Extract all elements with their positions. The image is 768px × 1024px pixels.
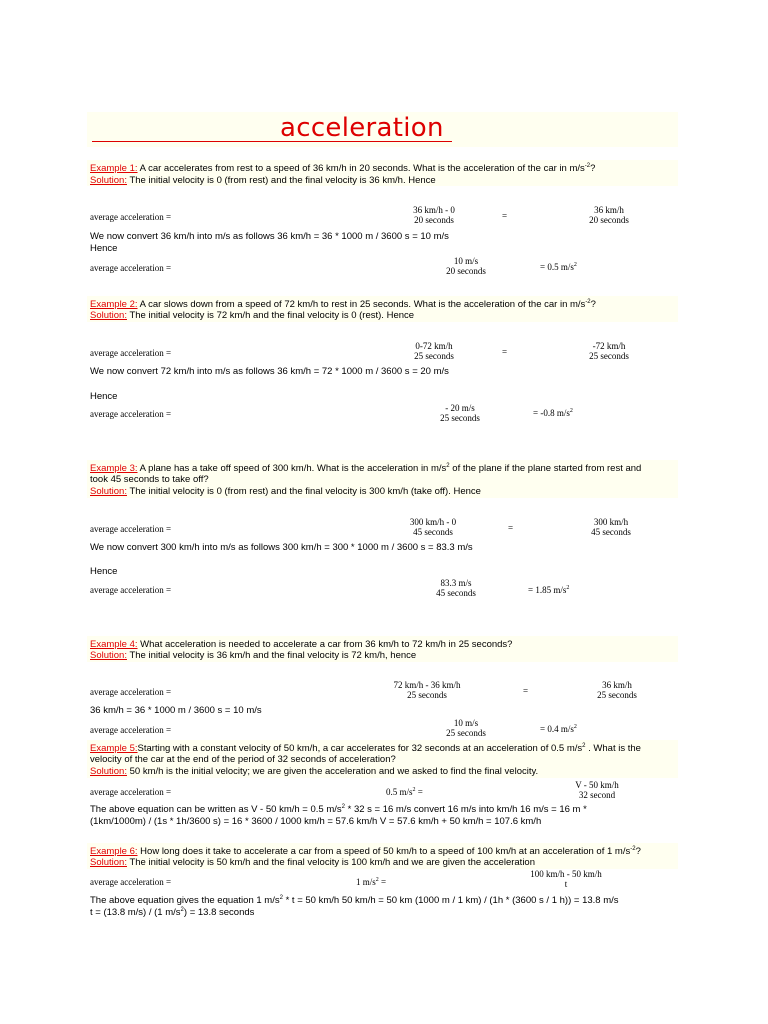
example-3-question: Example 3: A plane has a take off speed of 300 km/h. What is the acceleration in $m/s^2$ of the plane if the plane started from rest and [90,463,642,474]
conversion-text: We now convert 72 km/h into m/s as follows 36 km/h = 72 * 1000 m / 3600 s = 20 m/s [90,366,449,377]
hence-text: Hence [90,243,118,254]
example-5-question-line2: velocity of the car at the end of the period of 32 seconds of acceleration? [90,754,396,765]
fraction-3: 10 m/s 25 seconds [446,718,486,738]
equation-line-2: (1km/1000m) / (1s * 1h/3600 s) = 16 * 3600 / 1000 km/h = 57.6 km/h V = 57.6 km/h + 50 km/h = 107.6 km/h [90,816,542,827]
fraction-velocity: V - 50 km/h 32 second [575,780,619,800]
example-label: Example 6: [90,846,138,857]
solution-label: Solution: [90,486,127,497]
solution-label: Solution: [90,857,127,868]
avg-accel-label: average acceleration = [90,725,172,735]
result-value: = 1.85 $m/s^2$ [528,585,570,595]
example-label: Example 3: [90,463,138,474]
fraction-3: - 20 m/s 25 seconds [440,403,480,423]
example-label: Example 4: [90,639,138,650]
fraction-3: 83.3 m/s 45 seconds [436,578,476,598]
avg-accel-label: average acceleration = [90,409,172,419]
conversion-text: We now convert 36 km/h into m/s as follows 36 km/h = 36 * 1000 m / 3600 s = 10 m/s [90,231,449,242]
avg-accel-label: average acceleration = [90,348,172,358]
solution-label: Solution: [90,310,127,321]
avg-accel-label: average acceleration = [90,212,172,222]
conversion-text: We now convert 300 km/h into m/s as follows 300 km/h = 300 * 1000 m / 3600 s = 83.3 m/s [90,542,473,553]
example-1-solution: Solution: The initial velocity is 0 (from rest) and the final velocity is 36 km/h. Hence [90,175,436,186]
example-2-solution: Solution: The initial velocity is 72 km/h and the final velocity is 0 (rest). Hence [90,310,415,321]
equals-sign: = [523,686,529,696]
result-value: = -0.8 $m/s^2$ [533,408,573,418]
example-label: Example 1: [90,163,138,174]
avg-accel-label: average acceleration = [90,877,172,887]
example-6-question: Example 6: How long does it take to accelerate a car from a speed of 50 km/h to a speed of 100 km/h at an acceleration of 1 $m/s^{-2}$? [90,846,641,857]
fraction-1: 72 km/h - 36 km/h 25 seconds [393,680,461,700]
conversion-text: 36 km/h = 36 * 1000 m / 3600 s = 10 m/s [90,705,262,716]
example-label: Example 5: [90,743,138,754]
example-2-question: Example 2: A car slows down from a speed of 72 km/h to rest in 25 seconds. What is the acceleration of the car in $m/s^{-2}$? [90,299,596,310]
equals-sign: = [502,211,508,221]
example-6-solution: Solution: The initial velocity is 50 km/h and the final velocity is 100 km/h and we are given the acceleration [90,857,535,868]
fraction-time: 100 km/h - 50 km/h t [530,869,602,889]
equation-line-2: t = (13.8 m/s) / (1 $m/s^2) = 13.8$ seconds [90,907,255,918]
example-label: Example 2: [90,299,138,310]
example-5-question: Example 5:Starting with a constant velocity of 50 km/h, a car accelerates for 32 seconds at an acceleration of 0.5 $m/s^2$ . What is the [90,743,641,754]
fraction-2: 36 km/h 25 seconds [597,680,637,700]
equals-sign: = [502,347,508,357]
example-3-question-line2: took 45 seconds to take off? [90,474,209,485]
example-1-question: Example 1: A car accelerates from rest to a speed of 36 km/h in 20 seconds. What is the acceleration of the car in $m/s^{-2}$? [90,163,596,174]
fraction-2: 36 km/h 20 seconds [589,205,629,225]
equation-line-1: The above equation gives the equation 1 $m/s^2 * t = 50$ km/h 50 km/h = 50 km (1000 m / 1 km) / (1h * (3600 s / 1 h)) = 13.8 m/s [90,895,619,906]
example-5-solution: Solution: 50 km/h is the initial velocity; we are given the acceleration and we asked to find the final velocity. [90,766,539,777]
example-4-solution: Solution: The initial velocity is 36 km/h and the final velocity is 72 km/h, hence [90,650,417,661]
equals-sign: = [508,523,514,533]
fraction-1: 36 km/h - 0 20 seconds [413,205,455,225]
solution-label: Solution: [90,766,127,777]
acceleration-value: 1 $m/s^2$ = [356,877,387,887]
fraction-3: 10 m/s 20 seconds [446,256,486,276]
hence-text: Hence [90,391,118,402]
title-underline [92,141,452,142]
result-value: = 0.5 $m/s^2$ [540,262,577,272]
fraction-2: -72 km/h 25 seconds [589,341,629,361]
page-title: acceleration [280,113,444,143]
avg-accel-label: average acceleration = [90,687,172,697]
example-3-solution: Solution: The initial velocity is 0 (from rest) and the final velocity is 300 km/h (take off). Hence [90,486,481,497]
avg-accel-label: average acceleration = [90,787,172,797]
avg-accel-label: average acceleration = [90,263,172,273]
fraction-1: 300 km/h - 0 45 seconds [409,517,457,537]
example-4-question: Example 4: What acceleration is needed to accelerate a car from 36 km/h to 72 km/h in 25 seconds? [90,639,513,650]
fraction-1: 0-72 km/h 25 seconds [414,341,454,361]
solution-label: Solution: [90,650,127,661]
equation-line-1: The above equation can be written as V - 50 km/h = 0.5 $m/s^2 * 32$ s = 16 m/s convert 16 m/s into km/h 16 m/s = 16 m * [90,804,587,815]
avg-accel-label: average acceleration = [90,524,172,534]
result-value: = 0.4 $m/s^2$ [540,724,577,734]
solution-label: Solution: [90,175,127,186]
fraction-2: 300 km/h 45 seconds [591,517,631,537]
acceleration-value: 0.5 $m/s^2$ = [386,787,423,797]
avg-accel-label: average acceleration = [90,585,172,595]
hence-text: Hence [90,566,118,577]
